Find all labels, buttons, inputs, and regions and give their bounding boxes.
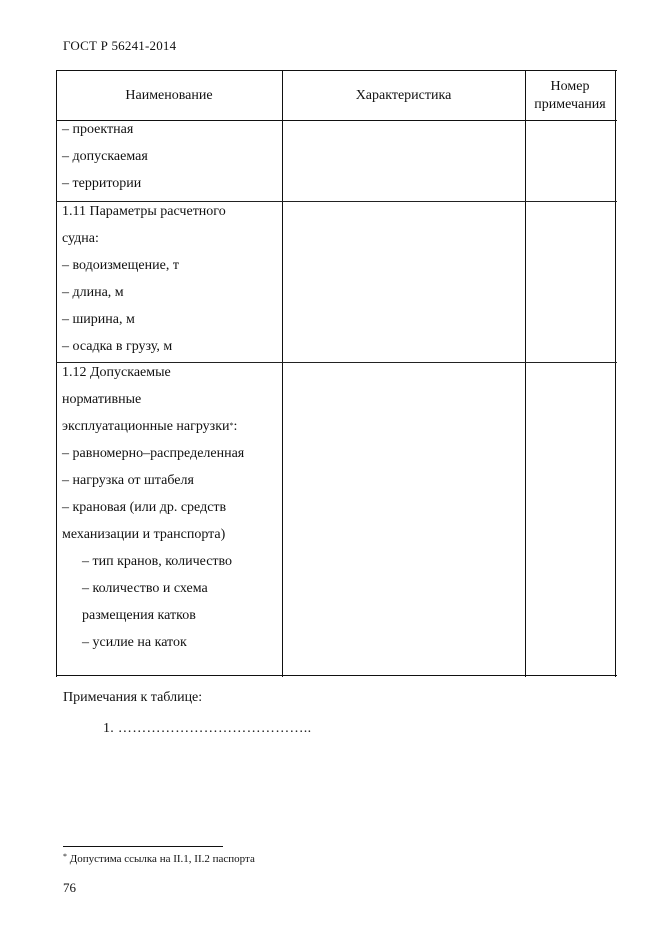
table-row-2-line: 1.11 Параметры расчетного	[62, 204, 226, 219]
document-code: ГОСТ Р 56241-2014	[63, 38, 177, 53]
row-divider-1	[56, 201, 617, 202]
column-divider-2	[525, 70, 526, 677]
table-row-1-line: – территории	[62, 176, 142, 191]
parameters-table	[56, 70, 617, 677]
row-divider-2	[56, 362, 617, 363]
table-row-3-indented-line: – тип кранов, количество	[82, 554, 233, 569]
table-border-left	[56, 70, 57, 677]
loads-label-colon: :	[233, 419, 238, 434]
table-row-3-indented-line: размещения катков	[82, 608, 196, 623]
table-row-3-line: механизации и транспорта)	[62, 527, 226, 542]
table-row-2-line: – длина, м	[62, 285, 124, 300]
table-row-3-indented-line: – количество и схема	[82, 581, 208, 596]
table-row-3-line: – крановая (или др. средств	[62, 500, 227, 515]
table-border-top	[56, 70, 617, 71]
footnote-text: Допустима ссылка на II.1, II.2 паспорта	[67, 853, 255, 865]
table-border-bottom	[56, 675, 617, 676]
footnote-separator	[63, 846, 223, 847]
page-number: 76	[63, 880, 76, 895]
column-header-note-number-line1: Номер	[550, 79, 590, 94]
column-header-name: Наименование	[125, 88, 213, 103]
table-row-2-line: – осадка в грузу, м	[62, 339, 173, 354]
column-header-characteristic: Характеристика	[355, 88, 452, 103]
table-row-3-line: – нагрузка от штабеля	[62, 473, 194, 488]
table-row-2-line: – водоизмещение, т	[62, 258, 179, 273]
footnote-mark: *	[63, 852, 67, 861]
table-row-1-line: – допускаемая	[62, 149, 148, 164]
header-divider	[56, 120, 617, 121]
table-row-3-line: нормативные	[62, 392, 142, 407]
loads-label: эксплуатационные нагрузки	[62, 419, 230, 434]
table-row-2-line: судна:	[62, 231, 99, 246]
column-divider-1	[282, 70, 283, 677]
footnote-reference-mark: *	[229, 421, 234, 430]
table-row-2-line: – ширина, м	[62, 312, 135, 327]
table-row-1-line: – проектная	[62, 122, 134, 137]
table-row-3-indented-line: – усилие на каток	[82, 635, 187, 650]
table-row-3-line	[62, 418, 237, 435]
table-row-3-line: 1.12 Допускаемые	[62, 365, 171, 380]
table-row-3-line: – равномерно–распределенная	[62, 446, 245, 461]
table-notes-title: Примечания к таблице:	[63, 690, 203, 705]
footnote	[63, 853, 255, 865]
column-header-note-number-line2: примечания	[534, 97, 606, 112]
table-border-right	[615, 70, 616, 677]
table-note-item: 1. …………………………………..	[103, 721, 312, 736]
